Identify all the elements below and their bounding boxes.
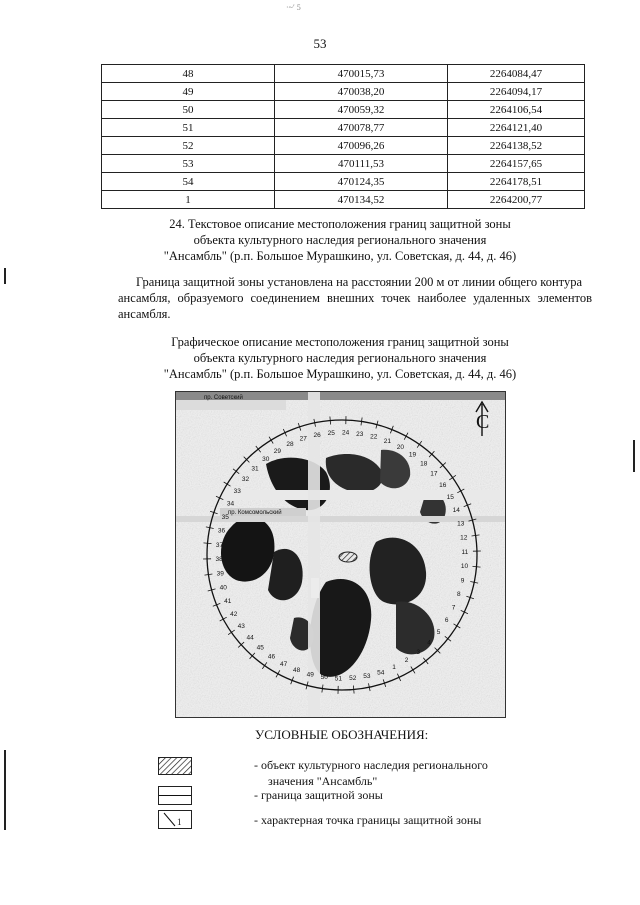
y-coordinate-cell: 2264084,47: [448, 65, 585, 83]
boundary-point-label: 9: [460, 577, 465, 585]
boundary-point-label: 3: [416, 649, 421, 656]
legend-title: УСЛОВНЫЕ ОБОЗНАЧЕНИЯ:: [255, 727, 429, 742]
boundary-point-label: 52: [349, 675, 357, 682]
y-coordinate-cell: 2264200,77: [448, 191, 585, 209]
boundary-point-label: 28: [286, 441, 294, 448]
boundary-point-label: 7: [451, 604, 456, 612]
x-coordinate-cell: 470015,73: [275, 65, 448, 83]
point-number-cell: 49: [102, 83, 275, 101]
boundary-point-label: 40: [219, 584, 227, 592]
boundary-point-label: 25: [327, 430, 335, 437]
paragraph-line: ансамбля, образуемого соединением внешних точек наиболее удаленных элементов: [118, 291, 592, 305]
legend-text: [254, 757, 554, 789]
y-coordinate-cell: 2264157,65: [448, 155, 585, 173]
table-row: [102, 191, 585, 209]
boundary-point-label: 1: [392, 664, 396, 671]
boundary-point-label: 49: [306, 671, 314, 679]
table-row: [102, 65, 585, 83]
boundary-point-label: 8: [456, 591, 461, 599]
map-image: [176, 392, 505, 717]
graphic-heading: [60, 334, 620, 382]
coordinates-table: [101, 64, 585, 209]
boundary-point-label: 29: [273, 447, 282, 455]
boundary-point-label: 20: [396, 444, 405, 452]
boundary-line-symbol: [158, 786, 192, 805]
boundary-point-label: 39: [216, 570, 224, 578]
graphic-heading-line: Графическое описание местоположения границ защитной зоны: [171, 335, 509, 349]
north-symbol: С: [476, 411, 490, 433]
x-coordinate-cell: 470096,26: [275, 137, 448, 155]
point-number-cell: 50: [102, 101, 275, 119]
graphic-heading-line: "Ансамбль" (р.п. Большое Мурашкино, ул. Советская, д. 44, д. 46): [163, 367, 517, 381]
boundary-point-label: 50: [320, 674, 328, 682]
hatch-pattern-icon: [159, 758, 191, 774]
boundary-point-label: 17: [430, 470, 438, 478]
boundary-point-label: 16: [439, 482, 447, 489]
boundary-point-label: 13: [457, 520, 465, 528]
boundary-point-label: 35: [221, 513, 229, 521]
point-number-cell: 53: [102, 155, 275, 173]
boundary-point-symbol: [158, 810, 192, 829]
scan-edge-mark: [4, 750, 6, 830]
scan-edge-mark: [633, 440, 635, 472]
point-number-cell: 54: [102, 173, 275, 191]
boundary-point-label: 32: [241, 476, 250, 484]
boundary-point-label: 43: [237, 623, 245, 630]
boundary-point-label: 6: [444, 617, 449, 625]
table-row: [102, 101, 585, 119]
street-label: пр. Комсомольский: [228, 510, 282, 516]
y-coordinate-cell: 2264178,51: [448, 173, 585, 191]
graphic-heading-line: объекта культурного наследия регионального значения: [193, 351, 487, 365]
hatched-area-symbol: [158, 757, 192, 775]
boundary-point-label: 34: [226, 500, 235, 508]
point-number-cell: 1: [102, 191, 275, 209]
boundary-point-label: 4: [427, 639, 431, 647]
boundary-point-label: 54: [377, 669, 385, 677]
legend-text: - характерная точка границы защитной зоны: [254, 813, 482, 827]
page-number: 53: [313, 36, 327, 51]
street-label: пр. Советский: [204, 395, 243, 401]
boundary-point-label: 5: [436, 628, 441, 636]
y-coordinate-cell: 2264138,52: [448, 137, 585, 155]
point-number-cell: 52: [102, 137, 275, 155]
scan-edge-mark: [4, 268, 6, 284]
zone-description-paragraph: [118, 274, 592, 322]
boundary-point-label: 30: [262, 456, 270, 463]
table-row: [102, 119, 585, 137]
table-row: [102, 173, 585, 191]
boundary-point-label: 21: [383, 438, 392, 446]
boundary-point-label: 10: [460, 563, 469, 571]
paragraph-line: Граница защитной зоны установлена на расстоянии 200 м от линии общего контура: [136, 275, 583, 289]
boundary-point-label: 51: [334, 675, 343, 683]
boundary-point-label: 38: [215, 556, 223, 564]
legend-text-line: значения "Ансамбль": [268, 774, 378, 788]
boundary-point-label: 31: [251, 465, 259, 473]
legend-text-line: - объект культурного наследия регионального: [254, 758, 488, 772]
boundary-point-label: 18: [420, 460, 428, 468]
boundary-point-label: 48: [292, 666, 301, 674]
boundary-point-label: 11: [461, 548, 469, 556]
boundary-point-label: 36: [217, 527, 226, 535]
boundary-point-label: 46: [267, 653, 276, 661]
paragraph-line: ансамбля.: [118, 307, 171, 321]
point-number-cell: 48: [102, 65, 275, 83]
legend-text: - граница защитной зоны: [254, 788, 383, 802]
x-coordinate-cell: 470078,77: [275, 119, 448, 137]
boundary-point-label: 47: [279, 660, 288, 668]
boundary-point-label: 23: [356, 430, 364, 438]
boundary-line-icon: [159, 787, 191, 804]
x-coordinate-cell: 470111,53: [275, 155, 448, 173]
boundary-point-label: 42: [230, 610, 238, 618]
boundary-point-icon: [159, 811, 191, 828]
boundary-point-label: 33: [233, 487, 241, 495]
table-row: [102, 155, 585, 173]
y-coordinate-cell: 2264106,54: [448, 101, 585, 119]
table-row: [102, 83, 585, 101]
boundary-point-label: 24: [341, 429, 350, 437]
scan-mark: ·~′ 5: [286, 3, 301, 12]
table-row: [102, 137, 585, 155]
section-heading-line: объекта культурного наследия регионального значения: [193, 233, 487, 247]
boundary-point-label: 53: [363, 673, 371, 680]
point-symbol-label: 1: [177, 817, 182, 827]
boundary-point-label: 45: [256, 644, 264, 652]
x-coordinate-cell: 470038,20: [275, 83, 448, 101]
y-coordinate-cell: 2264094,17: [448, 83, 585, 101]
boundary-point-label: 2: [404, 657, 409, 665]
boundary-point-label: 22: [370, 433, 378, 441]
x-coordinate-cell: 470059,32: [275, 101, 448, 119]
section-heading-line: 24. Текстовое описание местоположения границ защитной зоны: [169, 217, 511, 231]
x-coordinate-cell: 470124,35: [275, 173, 448, 191]
section-heading-line: "Ансамбль" (р.п. Большое Мурашкино, ул. Советская, д. 44, д. 46): [163, 249, 517, 263]
boundary-point-label: 44: [246, 634, 254, 642]
protection-zone-map: [175, 391, 506, 718]
y-coordinate-cell: 2264121,40: [448, 119, 585, 137]
boundary-point-label: 15: [446, 494, 454, 502]
boundary-point-label: 41: [224, 597, 232, 605]
x-coordinate-cell: 470134,52: [275, 191, 448, 209]
boundary-point-label: 19: [408, 451, 417, 459]
point-number-cell: 51: [102, 119, 275, 137]
boundary-point-label: 14: [452, 507, 460, 515]
boundary-point-label: 27: [299, 435, 307, 443]
boundary-point-label: 12: [460, 534, 468, 542]
boundary-point-label: 26: [313, 432, 321, 439]
boundary-point-label: 37: [215, 541, 224, 549]
section-heading: [60, 216, 620, 264]
